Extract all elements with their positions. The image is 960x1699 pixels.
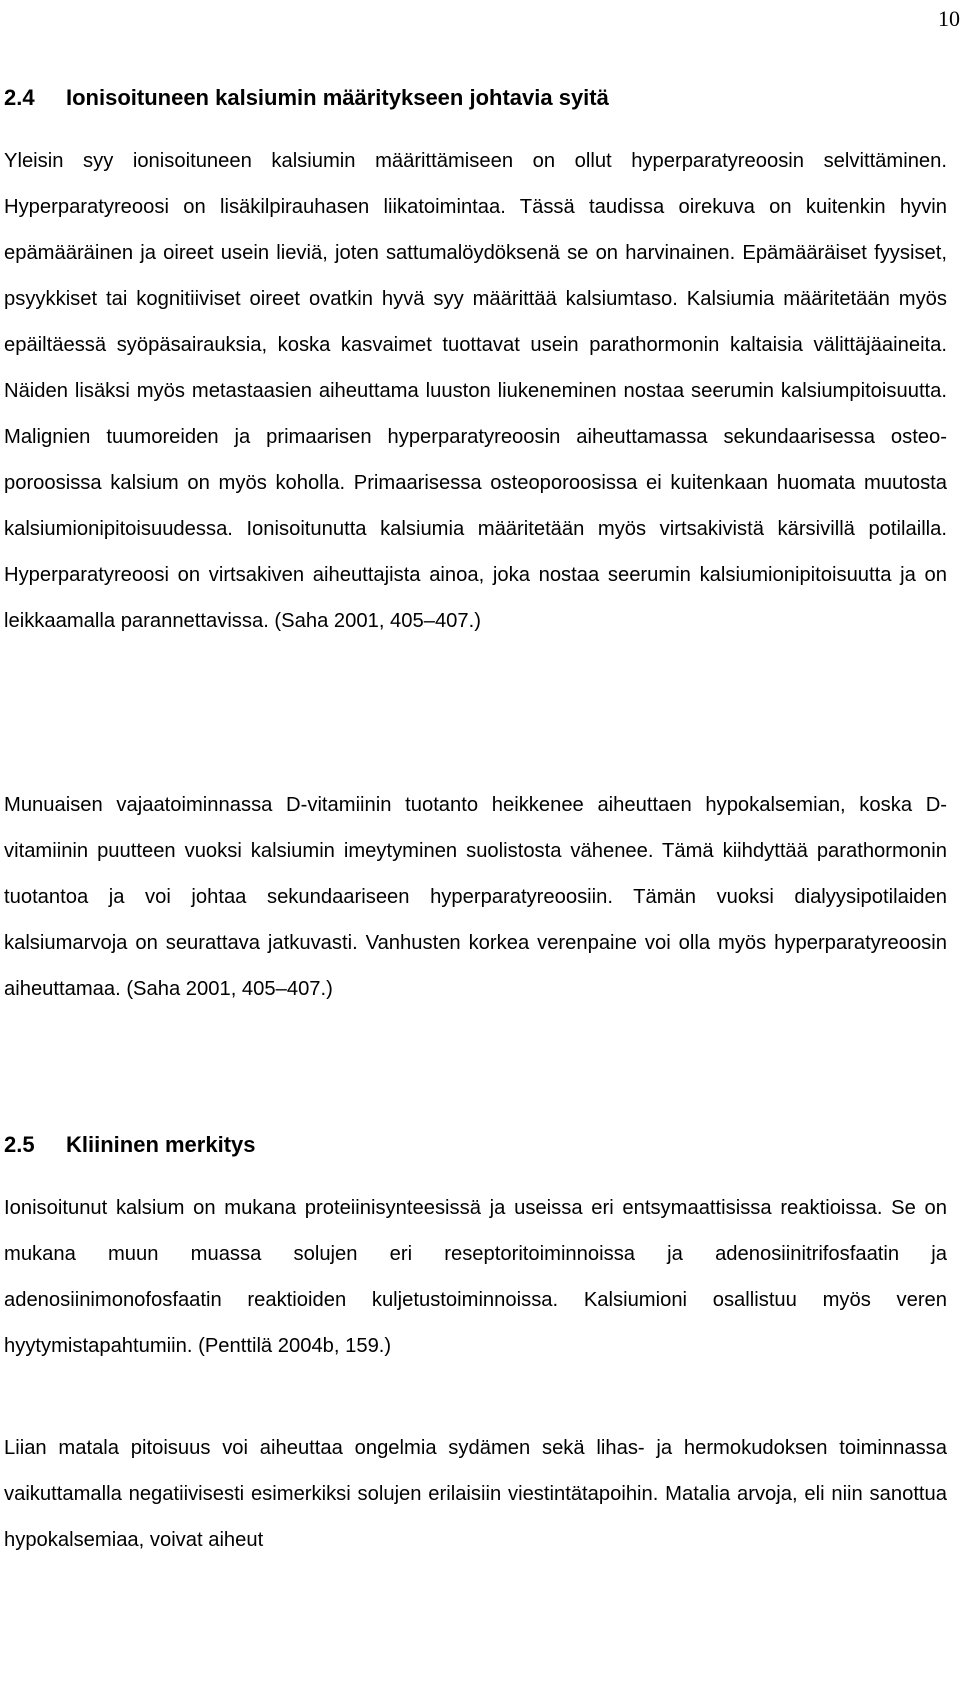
section-heading-2-4 xyxy=(4,83,609,113)
section-title: Kliininen merkitys xyxy=(66,1132,256,1157)
section-number: 2.5 xyxy=(4,1132,35,1157)
section-heading-2-5 xyxy=(4,1130,256,1160)
paragraph-hyperparathyroidism-causes: Yleisin syy ionisoituneen kalsiumin määrittämiseen on ollut hyperparatyreoosin selvittäminen. Hyperparatyreoosi on lisäkilpirauhasen liikatoimintaa. Tässä taudissa oirekuva on kuitenkin hyvin epämääräinen ja oireet usein lieviä, joten sattumalöydöksenä se on harvinainen. Epämääräiset fyysiset, psyykkiset tai kognitiiviset oireet ovatkin hyvä syy määrittää kalsiumtaso. Kalsiumia määritetään myös epäiltäessä syöpäsairauksia, koska kasvaimet tuottavat usein parathormonin kaltaisia välittäjäaineita. Näiden lisäksi myös metastaasien aiheuttama luuston liukeneminen nostaa seerumin kalsiumpitoisuutta. Malignien tuumoreiden ja primaarisen hyperparatyreoosin aiheuttamassa sekundaarisessa osteoporoosissa kalsium on myös koholla. Primaarisessa osteoporoosissa ei kuitenkaan huomata muutosta kalsiumionipitoisuudessa. Ionisoitunutta kalsiumia määritetään myös virtsakivistä kärsivillä potilailla. Hyperparatyreoosi on virtsakiven aiheuttajista ainoa, joka nostaa seerumin kalsiumionipitoisuutta ja on leikkaamalla parannettavissa. (Saha 2001, 405–407.) xyxy=(4,150,947,632)
paragraph-low-calcium-effects: Liian matala pitoisuus voi aiheuttaa ongelmia sydämen sekä lihas- ja hermokudoksen toiminnassa vaikuttamalla negatiivisesti esimerkiksi solujen erilaisiin viestintätapoihin. Matalia arvoja, eli niin sanottua hypokalsemiaa, voivat aiheut xyxy=(4,1437,947,1551)
paragraph-kidney-failure: Munuaisen vajaatoiminnassa D-vitamiinin tuotanto heikkenee aiheuttaen hypokalsemian, koska D-vitamiinin puutteen vuoksi kalsiumin imeytyminen suolistosta vähenee. Tämä kiihdyttää parathormonin tuotantoa ja voi johtaa sekundaariseen hyperparatyreoosiin. Tämän vuoksi dialyysipotilaiden kalsiumarvoja on seurattava jatkuvasti. Vanhusten korkea verenpaine voi olla myös hyperparatyreoosin aiheuttamaa. (Saha 2001, 405–407.) xyxy=(4,794,947,1000)
paragraph-clinical-significance: Ionisoitunut kalsium on mukana proteiinisynteesissä ja useissa eri entsymaattisissa reaktioissa. Se on mukana muun muassa solujen eri reseptoritoiminnoissa ja adenosiinitrifosfaatin ja adenosiinimonofosfaatin reaktioiden kuljetustoiminnoissa. Kalsiumioni osallistuu myös veren hyytymistapahtumiin. (Penttilä 2004b, 159.) xyxy=(4,1197,947,1357)
page-number: 10 xyxy=(938,6,960,31)
section-number: 2.4 xyxy=(4,85,35,110)
section-title: Ionisoituneen kalsiumin määritykseen johtavia syitä xyxy=(66,85,609,110)
